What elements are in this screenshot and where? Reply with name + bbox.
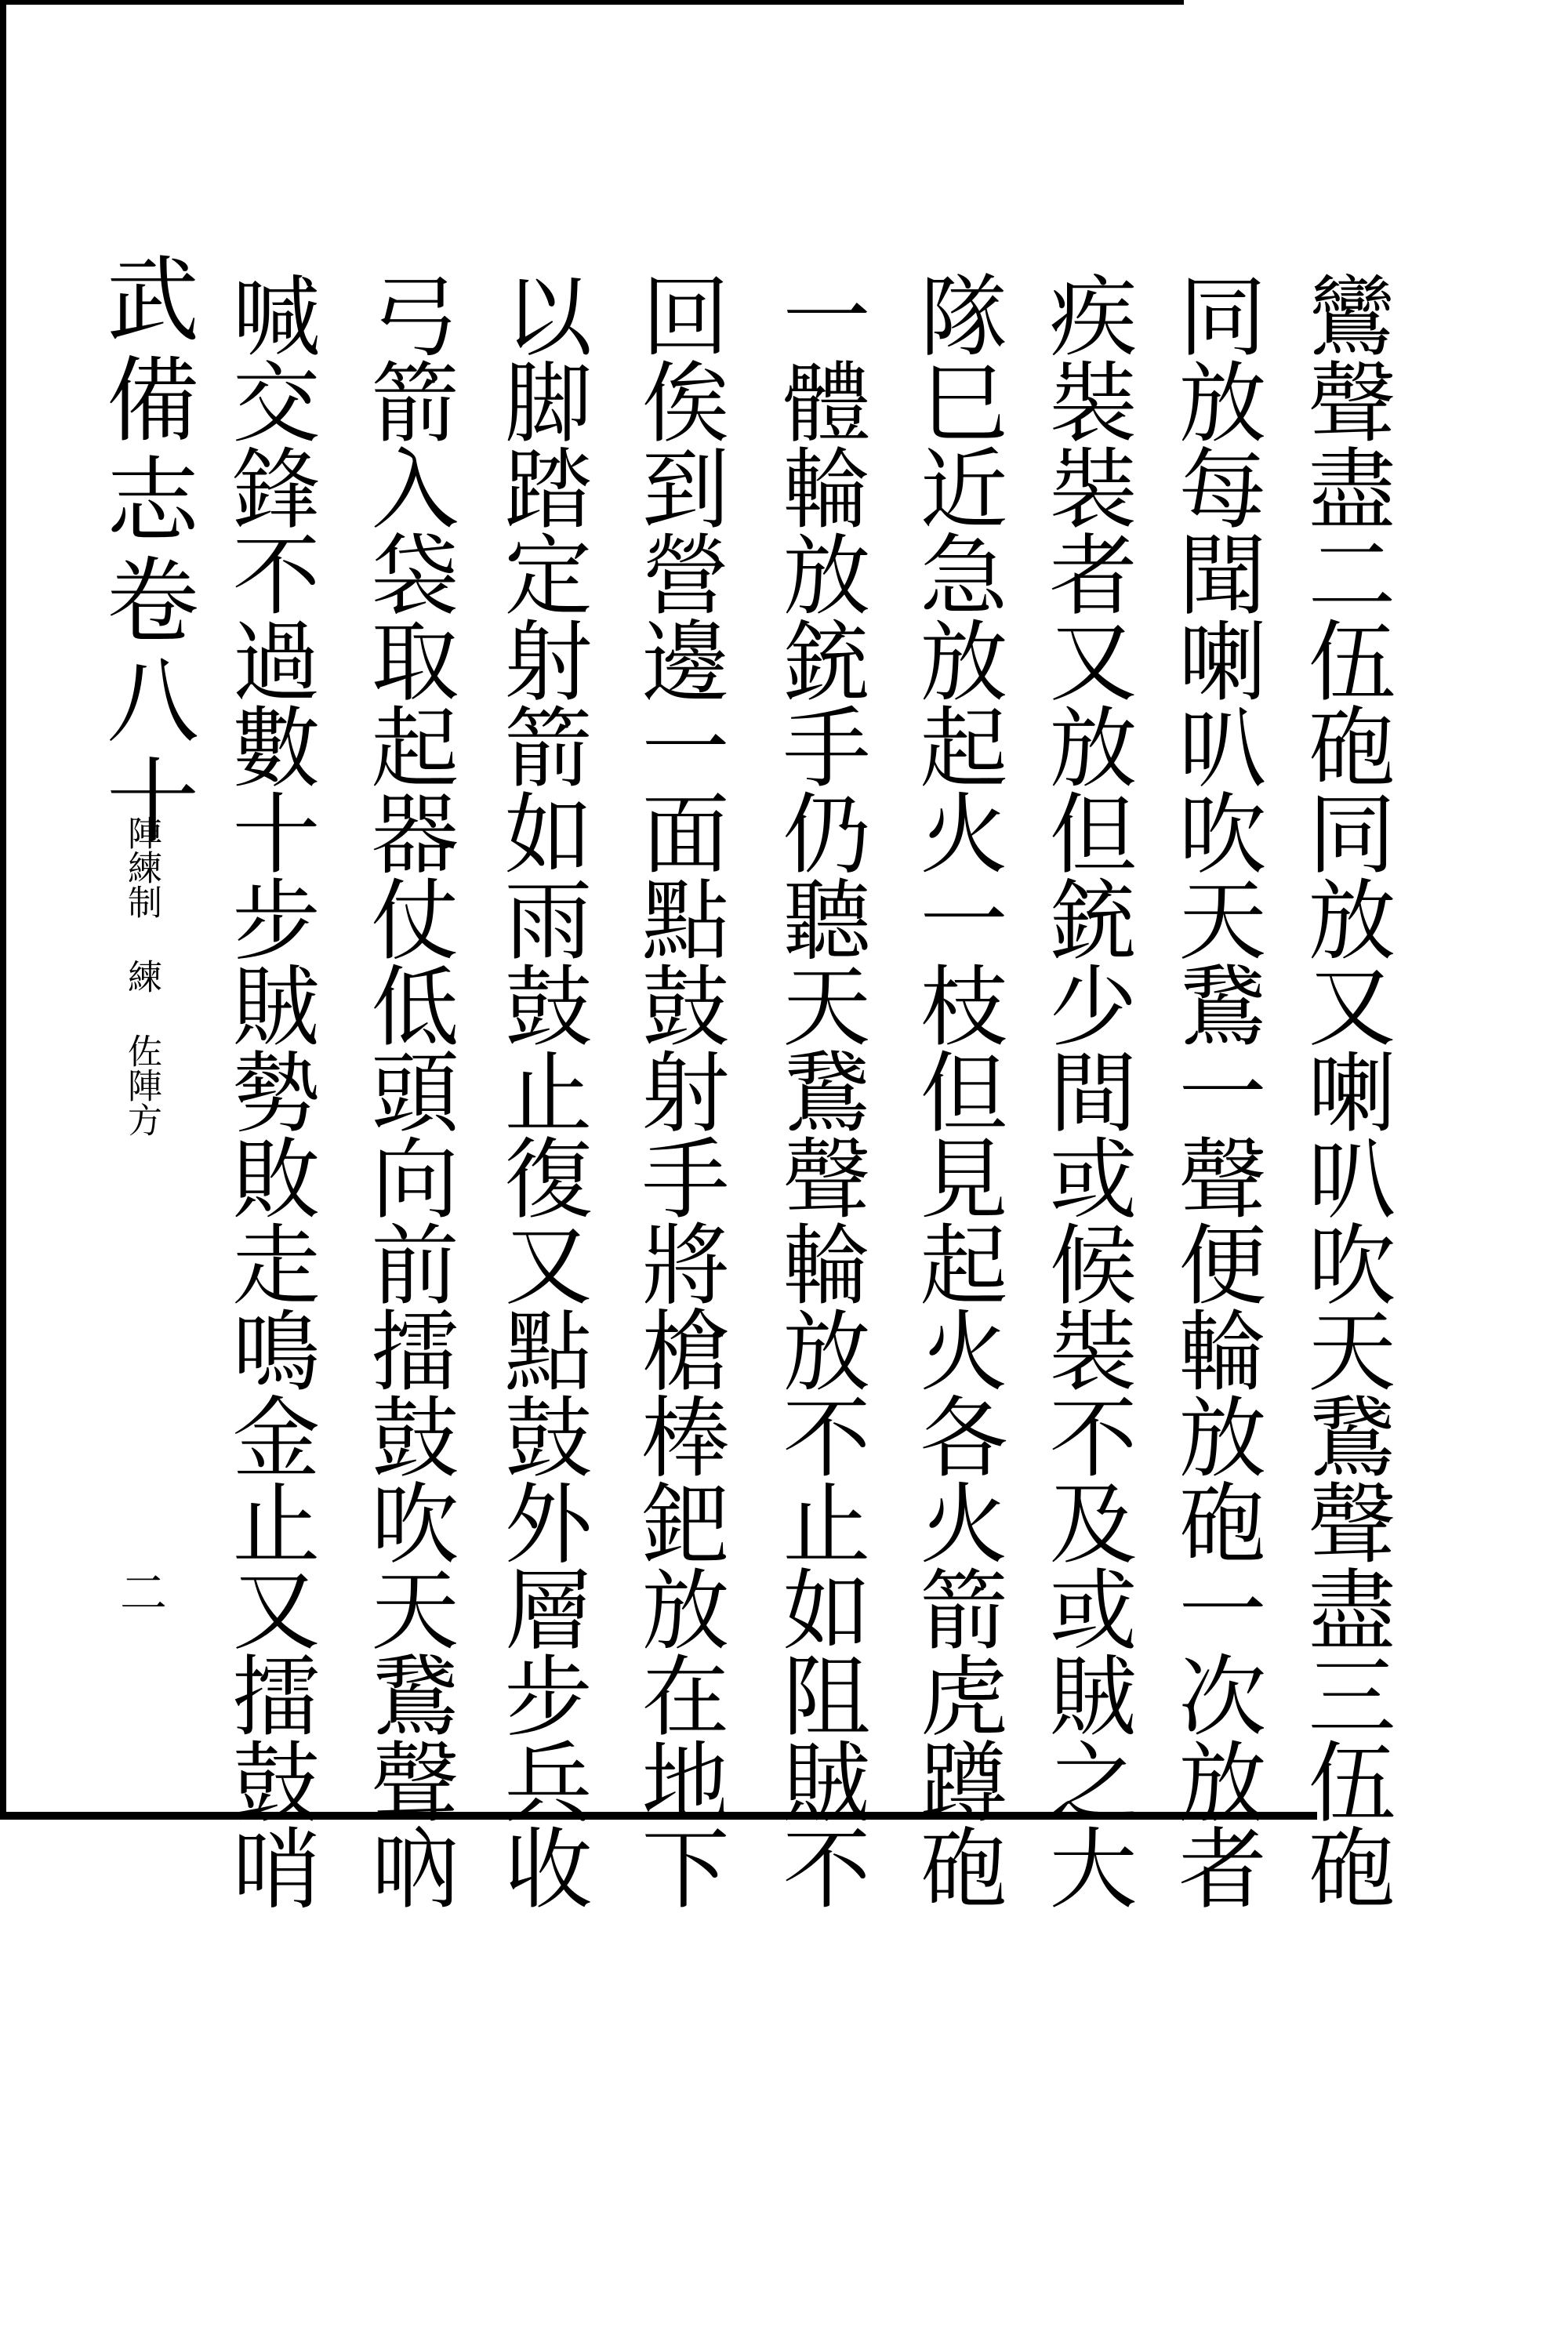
margin-section-label: 陣練制 練 佐陣方 <box>122 815 162 1137</box>
margin-page-number: 二 <box>112 1568 167 1615</box>
text-column-8: 弓箭入袋取起器仗低頭向前擂鼓吹天鵞聲吶 <box>357 270 459 1909</box>
text-column-2: 同放每聞喇叭吹天鵞一聲便輪放砲一次放者 <box>1164 270 1266 1909</box>
text-column-5: 一體輪放銃手仍聽天鵞聲輪放不止如阻賊不 <box>768 270 870 1909</box>
frame-top-border <box>0 0 1184 5</box>
text-column-3: 疾裝裝者又放但銃少間或候裝不及或賊之大 <box>1035 270 1137 1909</box>
frame-right-border <box>0 5 6 1812</box>
margin-book-title: 武備志卷八十 <box>91 251 199 853</box>
text-column-9: 喊交鋒不過數十步賊勢敗走鳴金止又擂鼓哨 <box>218 270 320 1909</box>
text-column-4: 隊巳近急放起火一枝但見起火各火箭虎蹲砲 <box>906 270 1007 1909</box>
text-column-6: 回俟到營邊一面點鼓射手將槍棒鈀放在地下 <box>627 270 729 1909</box>
text-column-1: 鸞聲盡二伍砲同放又喇叭吹天鵞聲盡三伍砲 <box>1294 270 1396 1909</box>
text-column-7: 以脚踏定射箭如雨鼓止復又點鼓外層步兵收 <box>490 270 592 1909</box>
